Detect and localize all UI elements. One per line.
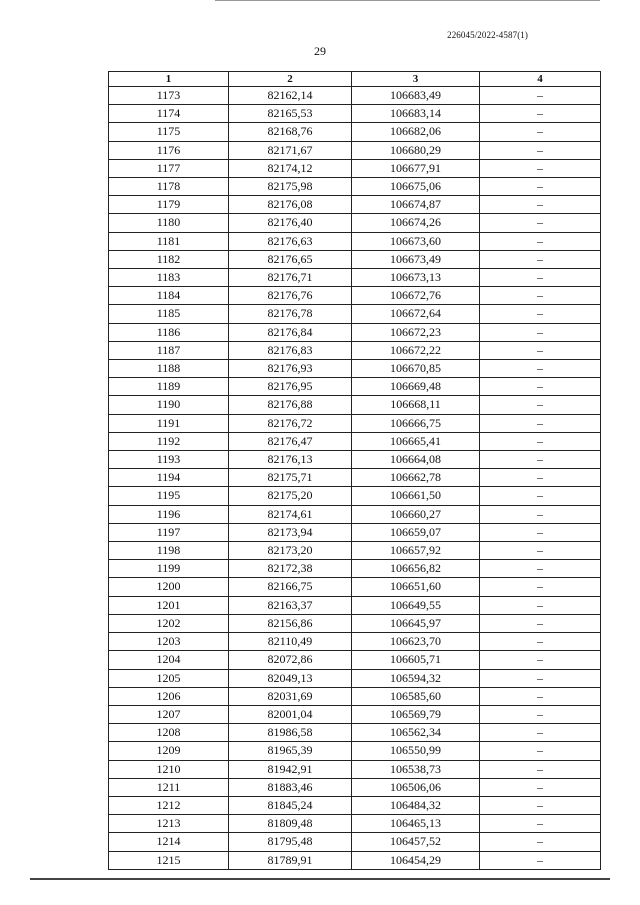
table-cell: – <box>480 159 601 177</box>
table-row <box>109 523 601 541</box>
table-cell: 82049,13 <box>229 669 352 687</box>
table-cell: 82168,76 <box>229 123 352 141</box>
table-cell: 1173 <box>109 87 229 105</box>
column-header: 1 <box>109 72 229 87</box>
table-cell: 106659,07 <box>352 523 480 541</box>
table-cell: 1179 <box>109 196 229 214</box>
table-cell: 82176,72 <box>229 414 352 432</box>
table-cell: 1176 <box>109 141 229 159</box>
table-cell: 106594,32 <box>352 669 480 687</box>
table-cell: – <box>480 815 601 833</box>
table-cell: 82162,14 <box>229 87 352 105</box>
table-cell: 82173,94 <box>229 523 352 541</box>
table-row <box>109 542 601 560</box>
table-cell: 81965,39 <box>229 742 352 760</box>
table-cell: 1185 <box>109 305 229 323</box>
table-cell: 1209 <box>109 742 229 760</box>
table-cell: – <box>480 833 601 851</box>
table-row <box>109 305 601 323</box>
table-cell: 106674,87 <box>352 196 480 214</box>
page-number: 29 <box>314 44 326 58</box>
column-header: 3 <box>352 72 480 87</box>
table-cell: 82165,53 <box>229 105 352 123</box>
table-cell: 1180 <box>109 214 229 232</box>
table-cell: – <box>480 305 601 323</box>
table-cell: 106605,71 <box>352 651 480 669</box>
table-cell: 81986,58 <box>229 724 352 742</box>
table-cell: – <box>480 578 601 596</box>
table-cell: 1182 <box>109 250 229 268</box>
table-cell: 106682,06 <box>352 123 480 141</box>
table-cell: 82072,86 <box>229 651 352 669</box>
table-cell: 106665,41 <box>352 432 480 450</box>
table-cell: 106656,82 <box>352 560 480 578</box>
table-cell: 82176,95 <box>229 378 352 396</box>
table-cell: 82163,37 <box>229 596 352 614</box>
table-cell: 1208 <box>109 724 229 742</box>
table-cell: – <box>480 396 601 414</box>
table-cell: 106645,97 <box>352 614 480 632</box>
table-cell: 1212 <box>109 796 229 814</box>
table-cell: 106662,78 <box>352 469 480 487</box>
table-cell: – <box>480 214 601 232</box>
table-cell: – <box>480 742 601 760</box>
table-cell: – <box>480 487 601 505</box>
table-row <box>109 87 601 105</box>
table-cell: – <box>480 724 601 742</box>
table-row <box>109 651 601 669</box>
table-cell: – <box>480 250 601 268</box>
table-cell: 106457,52 <box>352 833 480 851</box>
table-cell: 106672,22 <box>352 341 480 359</box>
table-cell: 106569,79 <box>352 705 480 723</box>
table-row <box>109 232 601 250</box>
table-row <box>109 669 601 687</box>
table-row <box>109 323 601 341</box>
table-cell: – <box>480 123 601 141</box>
table-row <box>109 851 601 869</box>
table-cell: 1187 <box>109 341 229 359</box>
table-row <box>109 378 601 396</box>
table-cell: 1211 <box>109 778 229 796</box>
table-cell: – <box>480 705 601 723</box>
top-divider <box>215 0 600 1</box>
table-cell: – <box>480 323 601 341</box>
table-row <box>109 451 601 469</box>
table-cell: 106683,14 <box>352 105 480 123</box>
table-cell: 82174,12 <box>229 159 352 177</box>
table-cell: 82176,78 <box>229 305 352 323</box>
table-row <box>109 560 601 578</box>
table-cell: 1198 <box>109 542 229 560</box>
table-cell: 106674,26 <box>352 214 480 232</box>
coordinates-table <box>108 71 601 870</box>
table-cell: 82171,67 <box>229 141 352 159</box>
table-row <box>109 269 601 287</box>
table-cell: – <box>480 542 601 560</box>
table-cell: 1181 <box>109 232 229 250</box>
table-cell: 106672,23 <box>352 323 480 341</box>
table-row <box>109 487 601 505</box>
table-cell: – <box>480 596 601 614</box>
table-cell: 1213 <box>109 815 229 833</box>
table-cell: – <box>480 778 601 796</box>
table-cell: 106538,73 <box>352 760 480 778</box>
table-cell: – <box>480 851 601 869</box>
table-header-row <box>109 72 601 87</box>
table-cell: – <box>480 614 601 632</box>
table-row <box>109 360 601 378</box>
table-cell: 82176,47 <box>229 432 352 450</box>
table-cell: – <box>480 432 601 450</box>
table-cell: 82110,49 <box>229 633 352 651</box>
table-cell: 1201 <box>109 596 229 614</box>
table-row <box>109 633 601 651</box>
table-cell: 82173,20 <box>229 542 352 560</box>
table-cell: 106668,11 <box>352 396 480 414</box>
table-cell: 1207 <box>109 705 229 723</box>
table-cell: 1188 <box>109 360 229 378</box>
table-cell: 81845,24 <box>229 796 352 814</box>
table-cell: 106673,60 <box>352 232 480 250</box>
table-cell: 1210 <box>109 760 229 778</box>
table-cell: – <box>480 451 601 469</box>
table-cell: – <box>480 378 601 396</box>
table-cell: 82176,84 <box>229 323 352 341</box>
footer-divider <box>30 878 610 880</box>
table-cell: 106660,27 <box>352 505 480 523</box>
table-cell: 82175,20 <box>229 487 352 505</box>
table-cell: – <box>480 87 601 105</box>
table-cell: 106623,70 <box>352 633 480 651</box>
table-cell: – <box>480 341 601 359</box>
table-cell: 82166,75 <box>229 578 352 596</box>
table-row <box>109 614 601 632</box>
table-cell: 81883,46 <box>229 778 352 796</box>
table-cell: – <box>480 523 601 541</box>
table-cell: 106677,91 <box>352 159 480 177</box>
table-cell: – <box>480 414 601 432</box>
table-cell: 106683,49 <box>352 87 480 105</box>
table-cell: 1204 <box>109 651 229 669</box>
table-cell: – <box>480 633 601 651</box>
table-cell: 82176,08 <box>229 196 352 214</box>
table-cell: – <box>480 760 601 778</box>
table-cell: 1215 <box>109 851 229 869</box>
table-cell: 106661,50 <box>352 487 480 505</box>
table-row <box>109 341 601 359</box>
table-cell: – <box>480 287 601 305</box>
table-cell: 1184 <box>109 287 229 305</box>
table-cell: 82172,38 <box>229 560 352 578</box>
table-cell: 106666,75 <box>352 414 480 432</box>
table-cell: 1192 <box>109 432 229 450</box>
table-cell: 1178 <box>109 178 229 196</box>
table-cell: 1175 <box>109 123 229 141</box>
table-cell: 82176,63 <box>229 232 352 250</box>
table-cell: 106672,64 <box>352 305 480 323</box>
table-cell: 82175,98 <box>229 178 352 196</box>
table-cell: 106672,76 <box>352 287 480 305</box>
table-cell: 106649,55 <box>352 596 480 614</box>
table-cell: – <box>480 269 601 287</box>
table-cell: 106651,60 <box>352 578 480 596</box>
table-cell: 82176,76 <box>229 287 352 305</box>
table-cell: 106657,92 <box>352 542 480 560</box>
table-cell: 1214 <box>109 833 229 851</box>
table-cell: 1196 <box>109 505 229 523</box>
table-row <box>109 250 601 268</box>
table-cell: 82031,69 <box>229 687 352 705</box>
table-cell: 106562,34 <box>352 724 480 742</box>
table-cell: 1190 <box>109 396 229 414</box>
table-cell: 106484,32 <box>352 796 480 814</box>
table-cell: 1205 <box>109 669 229 687</box>
table-cell: – <box>480 360 601 378</box>
table-cell: 106680,29 <box>352 141 480 159</box>
table-cell: 106675,06 <box>352 178 480 196</box>
table-cell: – <box>480 651 601 669</box>
table-cell: 1200 <box>109 578 229 596</box>
table-cell: – <box>480 232 601 250</box>
table-row <box>109 778 601 796</box>
table-row <box>109 815 601 833</box>
table-cell: 1206 <box>109 687 229 705</box>
table-cell: 106673,13 <box>352 269 480 287</box>
table-cell: 1177 <box>109 159 229 177</box>
table-cell: – <box>480 105 601 123</box>
table-cell: 82156,86 <box>229 614 352 632</box>
table-row <box>109 196 601 214</box>
table-cell: 1199 <box>109 560 229 578</box>
table-cell: 1194 <box>109 469 229 487</box>
table-cell: 1174 <box>109 105 229 123</box>
table-cell: 106550,99 <box>352 742 480 760</box>
table-row <box>109 141 601 159</box>
table-row <box>109 833 601 851</box>
column-header: 4 <box>480 72 601 87</box>
table-cell: – <box>480 469 601 487</box>
table-cell: 106673,49 <box>352 250 480 268</box>
table-cell: – <box>480 505 601 523</box>
table-row <box>109 178 601 196</box>
table-cell: 106585,60 <box>352 687 480 705</box>
table-row <box>109 687 601 705</box>
table-cell: 82176,65 <box>229 250 352 268</box>
table-body <box>109 87 601 870</box>
table-cell: – <box>480 669 601 687</box>
table-row <box>109 742 601 760</box>
table-cell: 106506,06 <box>352 778 480 796</box>
table-row <box>109 596 601 614</box>
table-cell: 1197 <box>109 523 229 541</box>
table-cell: 1203 <box>109 633 229 651</box>
table-cell: – <box>480 687 601 705</box>
table-cell: 1183 <box>109 269 229 287</box>
table-row <box>109 214 601 232</box>
table-cell: – <box>480 560 601 578</box>
table-row <box>109 396 601 414</box>
table-cell: 81942,91 <box>229 760 352 778</box>
table-cell: 81789,91 <box>229 851 352 869</box>
table-cell: 1189 <box>109 378 229 396</box>
table-cell: 82176,40 <box>229 214 352 232</box>
table-cell: 106670,85 <box>352 360 480 378</box>
table-row <box>109 414 601 432</box>
column-header: 2 <box>229 72 352 87</box>
table-row <box>109 578 601 596</box>
table-cell: 106669,48 <box>352 378 480 396</box>
table-row <box>109 796 601 814</box>
table-cell: 1186 <box>109 323 229 341</box>
table-cell: 1195 <box>109 487 229 505</box>
document-number: 226045/2022-4587(1) <box>447 30 528 40</box>
table-cell: 82176,88 <box>229 396 352 414</box>
table-cell: – <box>480 796 601 814</box>
table-row <box>109 123 601 141</box>
table-row <box>109 287 601 305</box>
table-cell: 106454,29 <box>352 851 480 869</box>
table-cell: 82175,71 <box>229 469 352 487</box>
table-cell: 1191 <box>109 414 229 432</box>
table-cell: 81809,48 <box>229 815 352 833</box>
table-row <box>109 724 601 742</box>
table-cell: – <box>480 178 601 196</box>
table-cell: 82176,71 <box>229 269 352 287</box>
table-cell: 81795,48 <box>229 833 352 851</box>
table-row <box>109 159 601 177</box>
table-cell: 1202 <box>109 614 229 632</box>
table-cell: 106664,08 <box>352 451 480 469</box>
table-row <box>109 432 601 450</box>
table-cell: – <box>480 141 601 159</box>
table-row <box>109 469 601 487</box>
table-row <box>109 760 601 778</box>
table-cell: 82176,93 <box>229 360 352 378</box>
table-cell: 82174,61 <box>229 505 352 523</box>
table-cell: 82176,83 <box>229 341 352 359</box>
table-cell: 1193 <box>109 451 229 469</box>
table-row <box>109 105 601 123</box>
table-cell: – <box>480 196 601 214</box>
table-row <box>109 505 601 523</box>
table-cell: 106465,13 <box>352 815 480 833</box>
table-cell: 82176,13 <box>229 451 352 469</box>
table-row <box>109 705 601 723</box>
table-cell: 82001,04 <box>229 705 352 723</box>
